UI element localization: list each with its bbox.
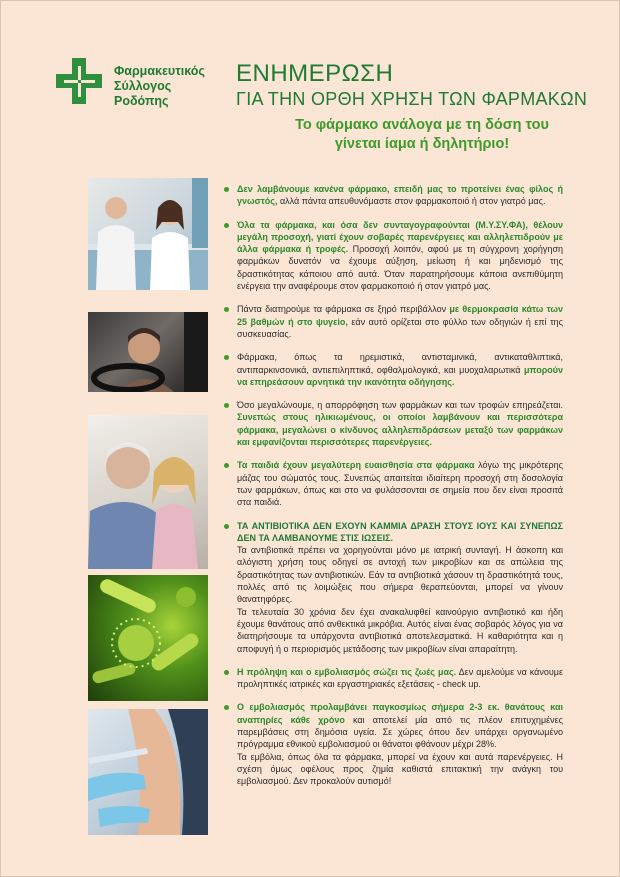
highlight-text: Όλα τα φάρμακα, και όσα δεν συνταγογραφούνται (Μ.Υ.ΣΥ.ΦΑ), θέλουν μεγάλη προσοχή, γιατί έχουν σοβαρές παρενέργειες και αλληλεπιδρούν με άλλα φάρμακα ή τροφές. — [237, 219, 563, 255]
highlight-text: Τα παιδιά έχουν μεγαλύτερη ευαισθησία στα φάρμακα — [237, 460, 475, 471]
highlight-text: με θερμοκρασία κάτω των 25 βαθμών ή στο ψυγείο, — [237, 304, 563, 327]
pharmacist-photo — [88, 178, 208, 290]
body-text: Όσο μεγαλώνουμε, η απορρόφηση των φαρμάκων και των τροφών επηρεάζεται. — [237, 400, 563, 411]
body-text: Προσοχή λοιπόν, αφού με τη σύγχρονη χορήγηση φαρμάκων δυνατόν να έχουμε αύξηση, μείωση ή και μηδενισμό της δραστικότητας κάποιου από αυτά. Όταν παρατηρήσουμε κάποια ανεπιθύμητη ενέργεια την αναφέρουμε στον φαρμακοποιό ή στον γιατρό μας. — [237, 244, 563, 292]
driver-photo — [88, 312, 208, 392]
org-line-3: Ροδόπης — [114, 94, 169, 108]
org-line-2: Σύλλογος — [114, 79, 172, 93]
body-text: Φάρμακα, όπως τα ηρεμιστικά, αντισταμινικά, αντικαταθλιπτικά, αντιπαρκινσονικά, αντιεπιληπτικά, οφθαλμολογικά, και μυοχαλαρωτικά — [237, 352, 563, 375]
tagline — [262, 116, 582, 154]
antibiotics-heading: ΤΑ ΑΝΤΙΒΙΟΤΙΚΑ ΔΕΝ ΕΧΟΥΝ ΚΑΜΜΙΑ ΔΡΑΣΗ ΣΤΟΥΣ ΙΟΥΣ ΚΑΙ ΣΥΝΕΠΩΣ ΔΕΝ ΤΑ ΛΑΜΒΑΝΟΥΜΕ ΣΤΙΣ ΙΩΣΕΙΣ. — [237, 520, 563, 543]
bacteria-photo — [88, 575, 208, 701]
body-text: Τα εμβόλια, όπως όλα τα φάρμακα, μπορεί να έχουν και αυτά παρενέργειες. Η σχέση όμως οφέλους προς ζημία καθιστά επιτακτική την ανάγκη του εμβολιασμού. Δεν προκαλούν αυτισμό! — [237, 751, 563, 787]
list-item — [224, 219, 563, 293]
page-title: ΕΝΗΜΕΡΩΣΗ — [236, 60, 394, 87]
bullet-icon — [224, 670, 229, 675]
highlight-text: Ο εμβολιασμός προλαμβάνει παγκοσμίως σήμερα 2-3 εκ. θανάτους και αναπηρίες κάθε χρόνο — [237, 702, 563, 725]
page-subtitle: ΓΙΑ ΤΗΝ ΟΡΘΗ ΧΡΗΣΗ ΤΩΝ ΦΑΡΜΑΚΩΝ — [236, 89, 588, 109]
bullet-icon — [224, 705, 229, 710]
body-text: Δεν αμελούμε να κάνουμε προληπτικές ιατρικές και εργαστηριακές εξετάσεις - check up. — [237, 666, 563, 690]
bullet-icon — [224, 524, 229, 529]
list-item — [224, 666, 563, 691]
body-text: λόγω της μικρότερης μάζας του σώματός τους. Συνεπώς απαιτείται ιδιαίτερη προσοχή στη δοσολογία των φαρμάκων, όπως και στο να φυλάσσονται σε σημεία που δεν είναι προσιτά στα παιδιά. — [237, 460, 563, 508]
highlight-text: Η πρόληψη και ο εμβολιασμός σώζει τις ζωές μας. — [237, 666, 457, 677]
pharmacy-cross-logo — [56, 58, 102, 104]
highlight-text: μπορούν να επηρεάσουν αρνητικά την ικανότητα οδήγησης. — [237, 364, 563, 387]
tagline-line-2: γίνεται ίαμα ή δηλητήριο! — [334, 136, 510, 152]
bullet-icon — [224, 463, 229, 468]
bullet-icon — [224, 403, 229, 408]
list-item — [224, 520, 563, 655]
list-item — [224, 701, 563, 787]
list-item — [224, 303, 563, 340]
list-item — [224, 399, 563, 448]
content-column — [224, 183, 563, 787]
body-text: αλλά πάντα απευθυνόμαστε στον φαρμακοποιό ή στον γιατρό μας. — [277, 196, 546, 207]
list-item — [224, 459, 563, 508]
body-text: εάν αυτό ορίζεται στο φύλλο των οδηγιών ή επί της συσκευασίας. — [237, 316, 563, 339]
body-text: Τα αντιβιοτικά πρέπει να χορηγούνται μόνο με ιατρική συνταγή. Η άσκοπη και αλόγιστη χρήση τους οδηγεί σε αντοχή των μικροβίων και σε απώλεια της δραστικότητας των αντιβιοτικών. Εάν τα αντιβιοτικά χάσουν τη δραστικότητά τους, πολλές από τις λοιμώξεις που σήμερα θεραπεύονται, μπορεί να γίνουν θανατηφόρες. — [237, 545, 563, 605]
body-text: Πάντα διατηρούμε τα φάρμακα σε ξηρό περιβάλλον — [237, 304, 450, 315]
org-line-1: Φαρμακευτικός — [114, 64, 205, 78]
vaccination-photo — [88, 709, 208, 835]
bullet-icon — [224, 355, 229, 360]
tagline-line-1: Το φάρμακο ανάλογα με τη δόση του — [295, 117, 549, 133]
list-item — [224, 351, 563, 388]
bullet-icon — [224, 187, 229, 192]
bullet-icon — [224, 223, 229, 228]
bullet-icon — [224, 307, 229, 312]
body-text: και αποτελεί μία από τις πλέον επιτυχημένες παρεμβάσεις στη δημόσια υγεία. Σε χώρες όπου δεν υπάρχει οργανωμένο πρόγραμμα εθνικού εμβολιασμού οι θάνατοι φθάνουν μέχρι 28%. — [237, 714, 563, 750]
highlight-text: Δεν λαμβάνουμε κανένα φάρμακο, επειδή μας το προτείνει ένας φίλος ή γνωστός, — [237, 184, 563, 207]
highlight-text: Συνεπώς στους ηλικιωμένους, οι οποίοι λαμβάνουν και περισσότερα φάρμακα, μεγαλώνει ο κίνδυνος αλληλεπιδράσεων μεταξύ των φαρμάκων και εμφανίζονται περισσότερες παρενέργειες. — [237, 412, 563, 448]
organization-name — [114, 64, 205, 109]
body-text: Τα τελευταία 30 χρόνια δεν έχει ανακαλυφθεί καινούργιο αντιβιοτικό και ήδη έχουμε θανάτους από ανθεκτικά μικρόβια. Αυτός είναι ένας σοβαρός λόγος για να διατηρήσουμε τα υπάρχοντα αντιβιοτικά αποτελεσματικά. Η καθαριότητα και η αποφυγή ή ο περιορισμός μετάδοσης των μικροβίων είναι απαραίτητη. — [237, 606, 563, 654]
grandparent-child-photo — [88, 415, 208, 569]
list-item — [224, 183, 563, 208]
